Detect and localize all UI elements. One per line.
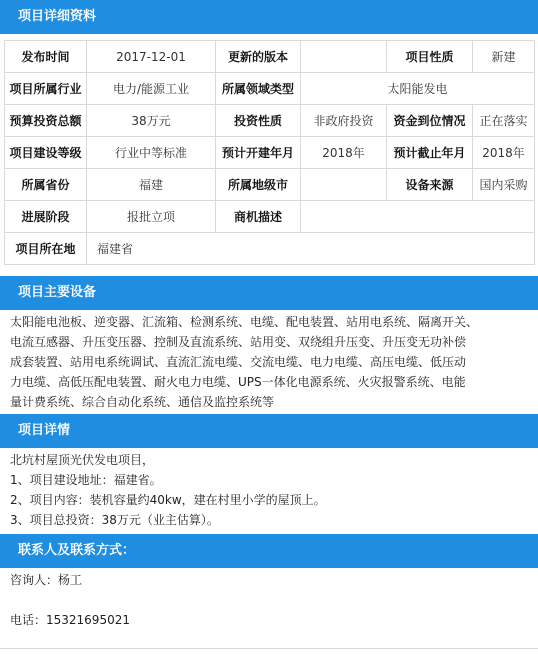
table-row xyxy=(5,105,535,137)
table-row xyxy=(5,41,535,73)
contact-person: 咨询人：杨工 xyxy=(10,573,83,587)
project-nature-value: 新建 xyxy=(473,41,535,73)
budget-value: 38万元 xyxy=(87,105,216,137)
equipment-list xyxy=(10,312,530,412)
budget-label: 预算投资总额 xyxy=(5,105,87,137)
stage-label: 进展阶段 xyxy=(5,201,87,233)
equipment-line: 量计费系统、综合自动化系统、通信及监控系统等 xyxy=(10,395,275,409)
project-detail-text xyxy=(10,450,530,530)
city-value xyxy=(301,169,387,201)
location-label: 项目所在地 xyxy=(5,233,87,265)
funding-status-label: 资金到位情况 xyxy=(387,105,473,137)
equipment-line: 力电缆、高低压配电装置、耐火电力电缆、UPS一体化电源系统、火灾报警系统、电能 xyxy=(10,375,466,389)
planned-start-label: 预计开建年月 xyxy=(216,137,301,169)
equipment-line: 太阳能电池板、逆变器、汇流箱、检测系统、电缆、配电装置、站用电系统、隔离开关、 xyxy=(10,315,479,329)
project-detail-section-header: 项目详情 xyxy=(0,414,538,448)
table-row xyxy=(5,201,535,233)
table-row xyxy=(5,73,535,105)
equipment-source-label: 设备来源 xyxy=(387,169,473,201)
table-row xyxy=(5,169,535,201)
bottom-divider xyxy=(0,648,538,649)
detail-line: 1、项目建设地址：福建省。 xyxy=(10,473,162,487)
publish-time-value: 2017-12-01 xyxy=(87,41,216,73)
table-row xyxy=(5,233,535,265)
industry-label: 项目所属行业 xyxy=(5,73,87,105)
city-label: 所属地级市 xyxy=(216,169,301,201)
project-info-table xyxy=(4,40,535,265)
table-row xyxy=(5,137,535,169)
business-label: 商机描述 xyxy=(216,201,301,233)
updated-version-label: 更新的版本 xyxy=(216,41,301,73)
domain-type-label: 所属领域类型 xyxy=(216,73,301,105)
project-nature-label: 项目性质 xyxy=(387,41,473,73)
contact-info xyxy=(10,570,530,630)
contact-section-header: 联系人及联系方式： xyxy=(0,534,538,568)
contact-phone: 电话：15321695021 xyxy=(10,613,130,627)
funding-status-value: 正在落实 xyxy=(473,105,535,137)
construction-level-value: 行业中等标准 xyxy=(87,137,216,169)
domain-type-value: 太阳能发电 xyxy=(301,73,535,105)
planned-end-label: 预计截止年月 xyxy=(387,137,473,169)
province-label: 所属省份 xyxy=(5,169,87,201)
planned-end-value: 2018年 xyxy=(473,137,535,169)
location-value: 福建省 xyxy=(87,233,535,265)
updated-version-value xyxy=(301,41,387,73)
equipment-line: 成套装置、站用电系统调试、直流汇流电缆、交流电缆、电力电缆、高压电缆、低压动 xyxy=(10,355,467,369)
equipment-source-value: 国内采购 xyxy=(473,169,535,201)
construction-level-label: 项目建设等级 xyxy=(5,137,87,169)
industry-value: 电力/能源工业 xyxy=(87,73,216,105)
planned-start-value: 2018年 xyxy=(301,137,387,169)
detail-line: 2、项目内容：装机容量约40kw，建在村里小学的屋顶上。 xyxy=(10,493,326,507)
publish-time-label: 发布时间 xyxy=(5,41,87,73)
business-value xyxy=(301,201,535,233)
investment-nature-label: 投资性质 xyxy=(216,105,301,137)
stage-value: 报批立项 xyxy=(87,201,216,233)
province-value: 福建 xyxy=(87,169,216,201)
detail-line: 北坑村屋顶光伏发电项目， xyxy=(10,453,155,467)
detail-line: 3、项目总投资：38万元（业主估算）。 xyxy=(10,513,219,527)
details-section-header: 项目详细资料 xyxy=(0,0,538,34)
equipment-line: 电流互感器、升压变压器、控制及直流系统、站用变、双绕组升压变、升压变无功补偿 xyxy=(10,335,467,349)
investment-nature-value: 非政府投资 xyxy=(301,105,387,137)
equipment-section-header: 项目主要设备 xyxy=(0,276,538,310)
